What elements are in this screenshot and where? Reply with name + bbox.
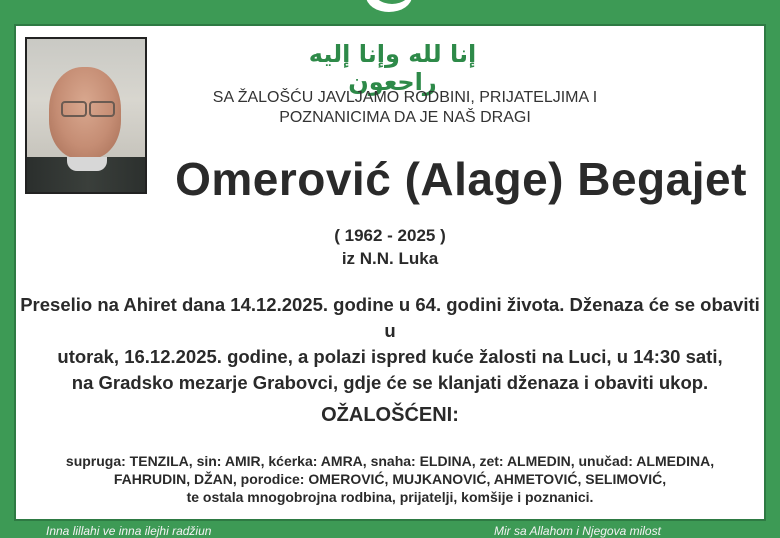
intro-text xyxy=(165,88,645,128)
origin-place: iz N.N. Luka xyxy=(341,249,439,268)
footer-left-text: Inna lillahi ve inna ilejhi radžiun xyxy=(46,524,212,538)
portrait-collar xyxy=(67,157,107,171)
mourners-list xyxy=(14,452,766,506)
mourners-title: OŽALOŠĆENI: xyxy=(321,404,459,426)
footer-right-text: Mir sa Allahom i Njegova milost xyxy=(494,524,661,538)
intro-line-1: SA ŽALOŠĆU JAVLJAMO RODBINI, PRIJATELJIMA I xyxy=(212,89,598,106)
arabic-verse: إنا لله وإنا إليه راجعون xyxy=(308,40,477,96)
announcement-line-2: utorak, 16.12.2025. godine, a polazi ispred kuće žalosti na Luci, u 14:30 sati, xyxy=(57,346,723,367)
mourners-line-2: FAHRUDIN, DŽAN, porodice: OMEROVIĆ, MUJKANOVIĆ, AHMETOVIĆ, SELIMOVIĆ, xyxy=(113,471,667,487)
deceased-photo xyxy=(25,37,147,194)
life-years: ( 1962 - 2025 ) xyxy=(334,226,446,245)
announcement-text xyxy=(14,292,766,396)
crescent-icon xyxy=(366,0,412,12)
intro-line-2: POZNANICIMA DA JE NAŠ DRAGI xyxy=(279,109,531,126)
mourners-line-3: te ostala mnogobrojna rodbina, prijatelji, komšije i poznanici. xyxy=(186,489,594,505)
mourners-line-1: supruga: TENZILA, sin: AMIR, kćerka: AMRA, snaha: ELDINA, zet: ALMEDIN, unučad: ALMEDINA, xyxy=(65,453,715,469)
deceased-name: Omerović (Alage) Begajet xyxy=(175,153,747,205)
glasses-left xyxy=(61,101,87,117)
announcement-line-1: Preselio na Ahiret dana 14.12.2025. godine u 64. godini života. Dženaza će se obaviti u xyxy=(20,294,760,341)
announcement-line-3: na Gradsko mezarje Grabovci, gdje će se klanjati dženaza i obaviti ukop. xyxy=(71,372,709,393)
glasses-right xyxy=(89,101,115,117)
